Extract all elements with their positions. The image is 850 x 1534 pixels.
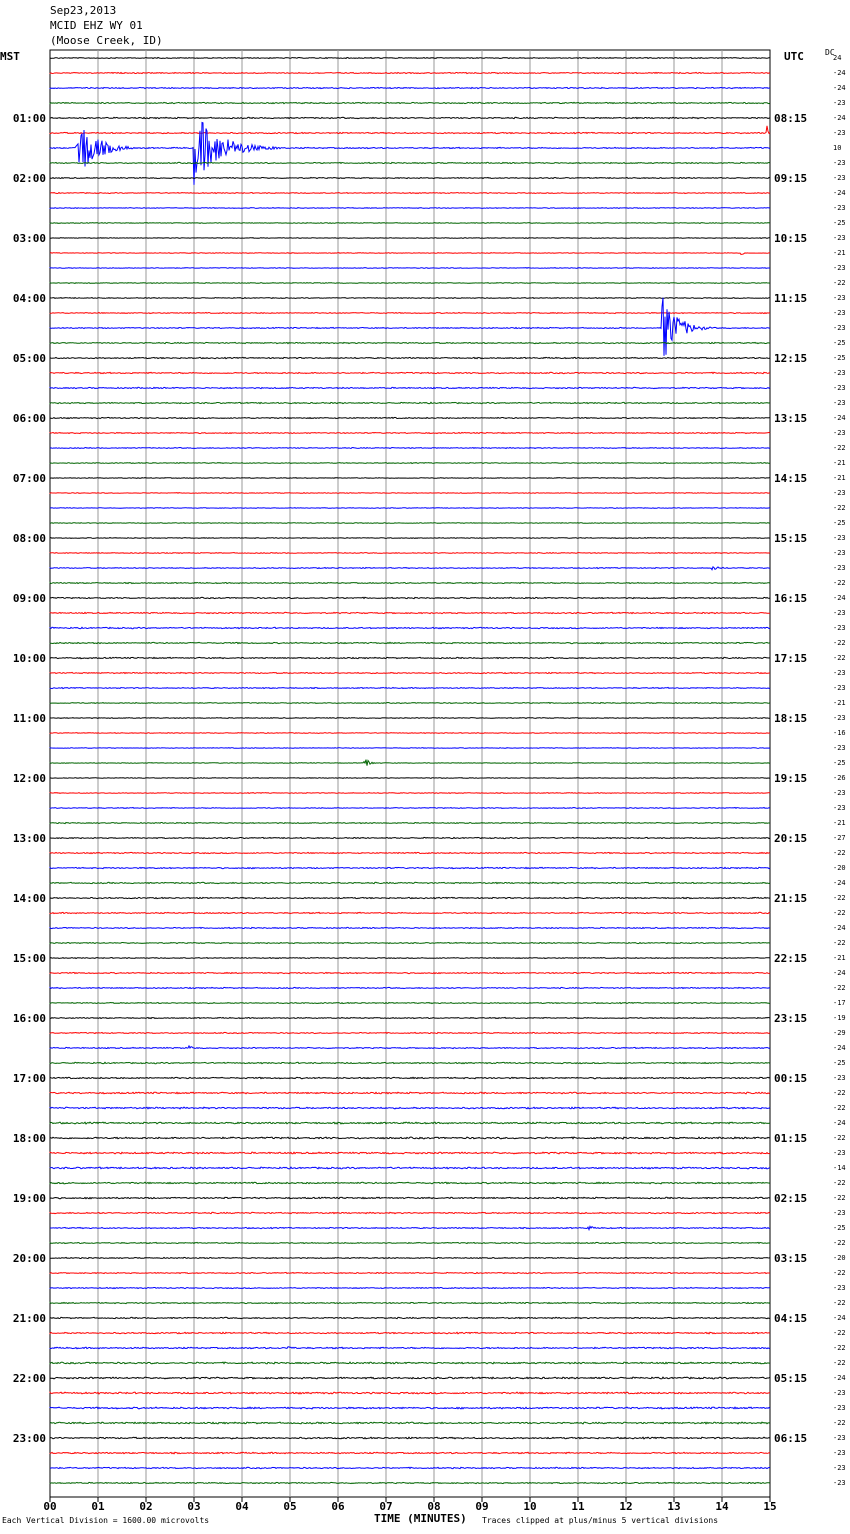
seismic-trace-red <box>50 553 770 554</box>
seismic-trace-blue <box>50 1467 770 1468</box>
mst-hour-label: 08:00 <box>12 532 46 545</box>
seismic-trace-blue <box>50 1226 770 1229</box>
dc-offset-value: -22 <box>833 1329 846 1337</box>
dc-offset-value: -23 <box>833 744 846 752</box>
seismic-trace-black <box>50 1317 770 1318</box>
dc-offset-header: DC <box>825 48 835 57</box>
dc-offset-value: -23 <box>833 264 846 272</box>
station-location: (Moose Creek, ID) <box>50 34 163 47</box>
dc-offset-value: -22 <box>833 909 846 917</box>
dc-offset-value: -22 <box>833 279 846 287</box>
seismic-trace-red <box>50 733 770 734</box>
seismic-trace-black <box>50 897 770 898</box>
seismic-trace-green <box>50 642 770 643</box>
dc-offset-value: -23 <box>833 384 846 392</box>
dc-offset-value: -23 <box>833 1479 846 1487</box>
dc-offset-value: -25 <box>833 354 846 362</box>
x-tick-label: 05 <box>283 1500 297 1513</box>
seismic-trace-red <box>50 1392 770 1394</box>
dc-offset-value: -23 <box>833 789 846 797</box>
dc-offset-value: -22 <box>833 1104 846 1112</box>
mst-hour-label: 22:00 <box>12 1372 46 1385</box>
dc-offset-value: -23 <box>833 1389 846 1397</box>
dc-offset-value: -22 <box>833 1089 846 1097</box>
x-tick-label: 04 <box>235 1500 249 1513</box>
utc-hour-label: 19:15 <box>774 772 808 785</box>
x-tick-label: 13 <box>667 1500 681 1513</box>
seismic-trace-red <box>50 1032 770 1033</box>
seismic-trace-black <box>50 238 770 239</box>
utc-hour-label: 17:15 <box>774 652 808 665</box>
x-axis-title: TIME (MINUTES) <box>374 1512 467 1525</box>
seismic-trace-green <box>50 1362 770 1364</box>
seismic-trace-black <box>50 778 770 779</box>
dc-offset-value: -14 <box>833 1164 846 1172</box>
dc-offset-value: -23 <box>833 294 846 302</box>
seismic-trace-black <box>50 1257 770 1258</box>
dc-offset-value: -22 <box>833 1134 846 1142</box>
dc-offset-value: -24 <box>833 924 846 932</box>
dc-offset-value: -23 <box>833 1404 846 1412</box>
dc-offset-value: -22 <box>833 1179 846 1187</box>
utc-hour-label: 22:15 <box>774 952 808 965</box>
seismic-trace-black <box>50 1017 770 1018</box>
utc-hour-label: 14:15 <box>774 472 808 485</box>
seismic-trace-red <box>50 1152 770 1154</box>
dc-offset-value: -24 <box>833 414 846 422</box>
dc-offset-value: -20 <box>833 1254 846 1262</box>
utc-hour-label: 23:15 <box>774 1012 808 1025</box>
mst-hour-label: 12:00 <box>12 772 46 785</box>
utc-hour-label: 10:15 <box>774 232 808 245</box>
seismic-trace-green <box>50 162 770 163</box>
x-tick-label: 02 <box>139 1500 153 1513</box>
mst-hour-label: 20:00 <box>12 1252 46 1265</box>
seismic-trace-black <box>50 177 770 178</box>
seismic-trace-black <box>50 718 770 719</box>
x-tick-label: 01 <box>91 1500 105 1513</box>
seismic-trace-blue <box>50 123 770 185</box>
dc-offset-value: -24 <box>833 1314 846 1322</box>
dc-offset-value: -21 <box>833 954 846 962</box>
mst-hour-label: 23:00 <box>12 1432 46 1445</box>
seismic-trace-green <box>50 882 770 883</box>
seismic-trace-red <box>50 493 770 494</box>
utc-hour-label: 04:15 <box>774 1312 808 1325</box>
dc-offset-value: -22 <box>833 1419 846 1427</box>
utc-hour-label: 12:15 <box>774 352 808 365</box>
x-tick-label: 06 <box>331 1500 345 1513</box>
seismic-trace-black <box>50 657 770 658</box>
seismic-trace-blue <box>50 627 770 628</box>
seismic-trace-black <box>50 837 770 838</box>
utc-hour-label: 06:15 <box>774 1432 808 1445</box>
seismic-trace-blue <box>50 1107 770 1109</box>
seismic-trace-blue <box>50 87 770 88</box>
dc-offset-value: -22 <box>833 984 846 992</box>
seismic-trace-blue <box>50 298 770 356</box>
dc-offset-value: -23 <box>833 1149 846 1157</box>
seismic-trace-blue <box>50 808 770 809</box>
mst-hour-label: 11:00 <box>12 712 46 725</box>
seismic-trace-black <box>50 357 770 358</box>
dc-offset-value: -22 <box>833 1344 846 1352</box>
x-tick-label: 10 <box>523 1500 537 1513</box>
seismic-trace-red <box>50 1452 770 1454</box>
seismic-trace-black <box>50 417 770 418</box>
mst-hour-label: 13:00 <box>12 832 46 845</box>
seismic-trace-black <box>50 1377 770 1379</box>
dc-offset-value: -22 <box>833 939 846 947</box>
utc-hour-label: 03:15 <box>774 1252 808 1265</box>
utc-hour-label: 09:15 <box>774 172 808 185</box>
dc-offset-value: -24 <box>833 969 846 977</box>
dc-offset-value: -21 <box>833 249 846 257</box>
dc-offset-value: -23 <box>833 1434 846 1442</box>
seismic-trace-black <box>50 58 770 59</box>
clip-note: Traces clipped at plus/minus 5 vertical divisions <box>482 1516 719 1525</box>
seismic-trace-blue <box>50 927 770 928</box>
seismic-trace-blue <box>50 387 770 388</box>
dc-offset-value: -23 <box>833 204 846 212</box>
seismic-trace-red <box>50 1212 770 1213</box>
seismic-trace-red <box>50 72 770 73</box>
dc-offset-value: -22 <box>833 1239 846 1247</box>
dc-offset-value: 10 <box>833 144 842 152</box>
dc-offset-value: -23 <box>833 1449 846 1457</box>
utc-hour-label: 00:15 <box>774 1072 808 1085</box>
seismic-trace-blue <box>50 1167 770 1169</box>
dc-offset-value: -24 <box>833 189 846 197</box>
mst-hour-label: 10:00 <box>12 652 46 665</box>
dc-offset-value: -25 <box>833 759 846 767</box>
dc-offset-value: -24 <box>833 114 846 122</box>
seismic-trace-red <box>50 672 770 673</box>
mst-hour-label: 16:00 <box>12 1012 46 1025</box>
dc-offset-value: -21 <box>833 819 846 827</box>
dc-offset-value: -22 <box>833 654 846 662</box>
utc-hour-label: 15:15 <box>774 532 808 545</box>
seismic-trace-green <box>50 1182 770 1184</box>
dc-offset-value: -23 <box>833 174 846 182</box>
seismic-trace-black <box>50 478 770 479</box>
seismic-trace-blue <box>50 748 770 749</box>
dc-offset-value: -17 <box>833 999 846 1007</box>
seismic-trace-blue <box>50 987 770 988</box>
x-tick-label: 07 <box>379 1500 393 1513</box>
seismic-trace-black <box>50 117 770 118</box>
seismic-trace-blue <box>50 567 770 570</box>
dc-offset-value: -24 <box>833 879 846 887</box>
dc-offset-value: -23 <box>833 309 846 317</box>
seismic-trace-black <box>50 1077 770 1079</box>
x-tick-label: 09 <box>475 1500 489 1513</box>
mst-hour-label: 01:00 <box>12 112 46 125</box>
dc-offset-value: -23 <box>833 489 846 497</box>
seismic-trace-green <box>50 1002 770 1003</box>
dc-offset-value: -24 <box>833 594 846 602</box>
dc-offset-value: -23 <box>833 684 846 692</box>
seismic-trace-black <box>50 958 770 959</box>
mst-hour-label: 09:00 <box>12 592 46 605</box>
x-tick-label: 03 <box>187 1500 201 1513</box>
seismic-trace-red <box>50 1332 770 1334</box>
dc-offset-value: -23 <box>833 429 846 437</box>
dc-offset-value: -23 <box>833 534 846 542</box>
mst-hour-label: 05:00 <box>12 352 46 365</box>
dc-offset-value: -22 <box>833 504 846 512</box>
dc-offset-value: -22 <box>833 1299 846 1307</box>
dc-offset-value: -27 <box>833 834 846 842</box>
seismic-trace-red <box>50 972 770 973</box>
seismic-trace-green <box>50 1302 770 1303</box>
seismic-trace-blue <box>50 208 770 209</box>
seismic-trace-blue <box>50 1347 770 1349</box>
dc-offset-value: -23 <box>833 714 846 722</box>
dc-offset-value: -24 <box>833 84 846 92</box>
seismic-trace-green <box>50 223 770 224</box>
mst-hour-label: 02:00 <box>12 172 46 185</box>
dc-offset-value: -23 <box>833 1209 846 1217</box>
dc-offset-value: -23 <box>833 624 846 632</box>
dc-offset-value: -23 <box>833 159 846 167</box>
seismic-trace-blue <box>50 867 770 868</box>
seismic-trace-red <box>50 126 770 134</box>
seismic-trace-green <box>50 943 770 944</box>
dc-offset-value: -23 <box>833 669 846 677</box>
utc-hour-label: 01:15 <box>774 1132 808 1145</box>
seismic-trace-green <box>50 102 770 103</box>
dc-offset-value: -22 <box>833 1194 846 1202</box>
seismic-trace-green <box>50 283 770 284</box>
right-timezone-label: UTC <box>784 50 804 63</box>
seismic-trace-green <box>50 1422 770 1424</box>
seismic-trace-blue <box>50 1287 770 1288</box>
x-tick-label: 12 <box>619 1500 633 1513</box>
seismic-trace-green <box>50 582 770 583</box>
seismic-trace-black <box>50 1437 770 1439</box>
mst-hour-label: 15:00 <box>12 952 46 965</box>
seismic-trace-green <box>50 523 770 524</box>
utc-hour-label: 20:15 <box>774 832 808 845</box>
dc-offset-value: -23 <box>833 234 846 242</box>
plot-frame <box>50 50 770 1497</box>
dc-offset-value: -21 <box>833 459 846 467</box>
dc-offset-value: 24 <box>833 54 842 62</box>
utc-hour-label: 13:15 <box>774 412 808 425</box>
seismic-trace-green <box>50 402 770 403</box>
x-tick-label: 15 <box>763 1500 777 1513</box>
dc-offset-value: -23 <box>833 1284 846 1292</box>
seismic-trace-blue <box>50 1407 770 1409</box>
utc-hour-label: 02:15 <box>774 1192 808 1205</box>
dc-offset-value: -24 <box>833 1119 846 1127</box>
seismic-trace-red <box>50 852 770 853</box>
dc-offset-value: -22 <box>833 894 846 902</box>
seismic-trace-red <box>50 1272 770 1273</box>
seismic-trace-red <box>50 793 770 794</box>
dc-offset-value: -24 <box>833 69 846 77</box>
dc-offset-value: -22 <box>833 444 846 452</box>
dc-offset-value: -16 <box>833 729 846 737</box>
utc-hour-label: 21:15 <box>774 892 808 905</box>
dc-offset-value: -25 <box>833 1224 846 1232</box>
seismic-trace-green <box>50 1482 770 1483</box>
station-code: MCID EHZ WY 01 <box>50 19 143 32</box>
seismic-trace-green <box>50 760 770 766</box>
seismic-trace-red <box>50 612 770 613</box>
seismic-trace-blue <box>50 687 770 688</box>
dc-offset-value: -23 <box>833 129 846 137</box>
dc-offset-value: -23 <box>833 804 846 812</box>
dc-offset-value: -22 <box>833 849 846 857</box>
seismic-trace-blue <box>50 448 770 449</box>
seismic-trace-red <box>50 253 770 255</box>
dc-offset-value: -23 <box>833 549 846 557</box>
mst-hour-label: 19:00 <box>12 1192 46 1205</box>
dc-offset-value: -25 <box>833 519 846 527</box>
seismic-trace-blue <box>50 1046 770 1049</box>
mst-hour-label: 07:00 <box>12 472 46 485</box>
seismic-trace-black <box>50 298 770 299</box>
seismic-trace-green <box>50 703 770 704</box>
dc-offset-value: -19 <box>833 1014 846 1022</box>
utc-hour-label: 08:15 <box>774 112 808 125</box>
seismic-trace-green <box>50 823 770 824</box>
dc-offset-value: -22 <box>833 639 846 647</box>
mst-hour-label: 04:00 <box>12 292 46 305</box>
dc-offset-value: -29 <box>833 1029 846 1037</box>
dc-offset-value: -24 <box>833 1374 846 1382</box>
dc-offset-value: -24 <box>833 1044 846 1052</box>
seismic-trace-red <box>50 1092 770 1094</box>
mst-hour-label: 06:00 <box>12 412 46 425</box>
dc-offset-value: -26 <box>833 774 846 782</box>
seismic-trace-black <box>50 538 770 539</box>
dc-offset-value: -25 <box>833 339 846 347</box>
dc-offset-value: -25 <box>833 219 846 227</box>
seismic-trace-black <box>50 597 770 598</box>
mst-hour-label: 21:00 <box>12 1312 46 1325</box>
x-tick-label: 11 <box>571 1500 585 1513</box>
dc-offset-value: -23 <box>833 609 846 617</box>
dc-offset-value: -23 <box>833 564 846 572</box>
seismic-trace-red <box>50 193 770 194</box>
seismic-trace-blue <box>50 508 770 509</box>
dc-offset-value: -21 <box>833 474 846 482</box>
dc-offset-value: -23 <box>833 99 846 107</box>
seismic-trace-blue <box>50 268 770 269</box>
left-timezone-label: MST <box>0 50 20 63</box>
scale-note: Each Vertical Division = 1600.00 microvolts <box>2 1516 210 1525</box>
mst-hour-label: 14:00 <box>12 892 46 905</box>
dc-offset-value: -23 <box>833 399 846 407</box>
mst-hour-label: 03:00 <box>12 232 46 245</box>
x-tick-label: 08 <box>427 1500 441 1513</box>
x-tick-label: 14 <box>715 1500 729 1513</box>
seismic-trace-green <box>50 1122 770 1124</box>
record-date: Sep23,2013 <box>50 4 117 17</box>
x-tick-label: 00 <box>43 1500 57 1513</box>
utc-hour-label: 16:15 <box>774 592 808 605</box>
seismic-trace-red <box>50 372 770 373</box>
dc-offset-value: -23 <box>833 324 846 332</box>
seismic-trace-green <box>50 463 770 464</box>
utc-hour-label: 11:15 <box>774 292 808 305</box>
mst-hour-label: 17:00 <box>12 1072 46 1085</box>
dc-offset-value: -23 <box>833 1464 846 1472</box>
seismic-trace-black <box>50 1137 770 1139</box>
dc-offset-value: -21 <box>833 699 846 707</box>
dc-offset-value: -23 <box>833 1074 846 1082</box>
dc-offset-value: -23 <box>833 369 846 377</box>
dc-offset-value: -20 <box>833 864 846 872</box>
seismic-trace-black <box>50 1197 770 1199</box>
seismic-trace-red <box>50 432 770 433</box>
utc-hour-label: 18:15 <box>774 712 808 725</box>
seismic-trace-green <box>50 1062 770 1063</box>
seismic-trace-green <box>50 342 770 343</box>
dc-offset-value: -22 <box>833 1269 846 1277</box>
dc-offset-value: -22 <box>833 579 846 587</box>
dc-offset-value: -25 <box>833 1059 846 1067</box>
dc-offset-value: -22 <box>833 1359 846 1367</box>
seismic-trace-red <box>50 912 770 913</box>
seismic-trace-green <box>50 1242 770 1243</box>
mst-hour-label: 18:00 <box>12 1132 46 1145</box>
utc-hour-label: 05:15 <box>774 1372 808 1385</box>
